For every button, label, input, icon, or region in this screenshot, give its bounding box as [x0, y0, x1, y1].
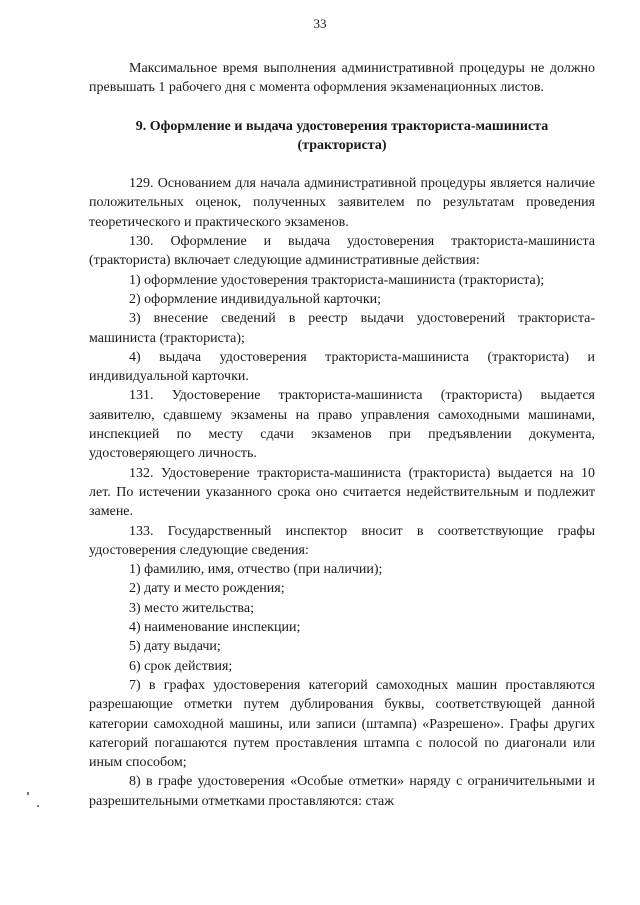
list-item-133-2: 2) дату и место рождения; — [129, 581, 285, 597]
list-item-133-8: 8) в графе удостоверения «Особые отметки» наряду с ограничительными и разрешительными отметками проставляются: стаж — [89, 774, 595, 809]
list-item-130-2: 2) оформление индивидуальной карточки; — [129, 291, 382, 307]
paragraph-133: 133. Государственный инспектор вносит в соответствующие графы удостоверения следующие сведения: — [89, 523, 595, 558]
section-heading: 9. Оформление и выдача удостоверения тракториста-машиниста (тракториста) — [135, 118, 549, 153]
scan-speck — [37, 805, 39, 807]
list-item-130-4: 4) выдача удостоверения тракториста-машиниста (тракториста) и индивидуальной карточки. — [89, 349, 595, 385]
list-item-133-3: 3) место жительства; — [129, 600, 254, 616]
list-item-133-7: 7) в графах удостоверения категорий самоходных машин проставляются разрешающие отметки путем дублирования буквы, соответствующей данной категории самоходной машины, или записи (штампа) «Разрешено». Графы других категорий погашаются путем проставления штампа с полосой по диагонали или иным способом; — [89, 677, 595, 771]
list-item-130-1: 1) оформление удостоверения тракториста-машиниста (тракториста); — [129, 272, 545, 288]
paragraph-132: 132. Удостоверение тракториста-машиниста (тракториста) выдается на 10 лет. По истечении указанного срока оно считается недействительным и подлежит замене. — [89, 465, 595, 520]
intro-paragraph: Максимальное время выполнения административной процедуры не должно превышать 1 рабочего дня с момента оформления экзаменационных листов. — [89, 61, 595, 96]
page-content — [89, 59, 595, 811]
paragraph-131: 131. Удостоверение тракториста-машиниста (тракториста) выдается заявителю, сдавшему экзамены на право управления самоходными машинами, инспекцией по месту сдачи экзаменов при предъявлении документа, удостоверяющего личность. — [89, 388, 595, 462]
list-item-133-6: 6) срок действия; — [129, 658, 233, 674]
list-item-133-5: 5) дату выдачи; — [129, 639, 221, 655]
page-number: 33 — [313, 16, 327, 31]
paragraph-129: 129. Основанием для начала административной процедуры является наличие положительных оценок, полученных заявителем по результатам проведения теоретического и практического экзаменов. — [89, 176, 595, 230]
list-item-130-3: 3) внесение сведений в реестр выдачи удостоверений тракториста-машиниста (тракториста); — [89, 311, 595, 346]
list-item-133-4: 4) наименование инспекции; — [129, 620, 301, 636]
paragraph-130: 130. Оформление и выдача удостоверения тракториста-машиниста (тракториста) включает следующие административные действия: — [89, 234, 595, 269]
list-item-133-1: 1) фамилию, имя, отчество (при наличии); — [129, 562, 383, 578]
scan-speck — [27, 792, 29, 795]
